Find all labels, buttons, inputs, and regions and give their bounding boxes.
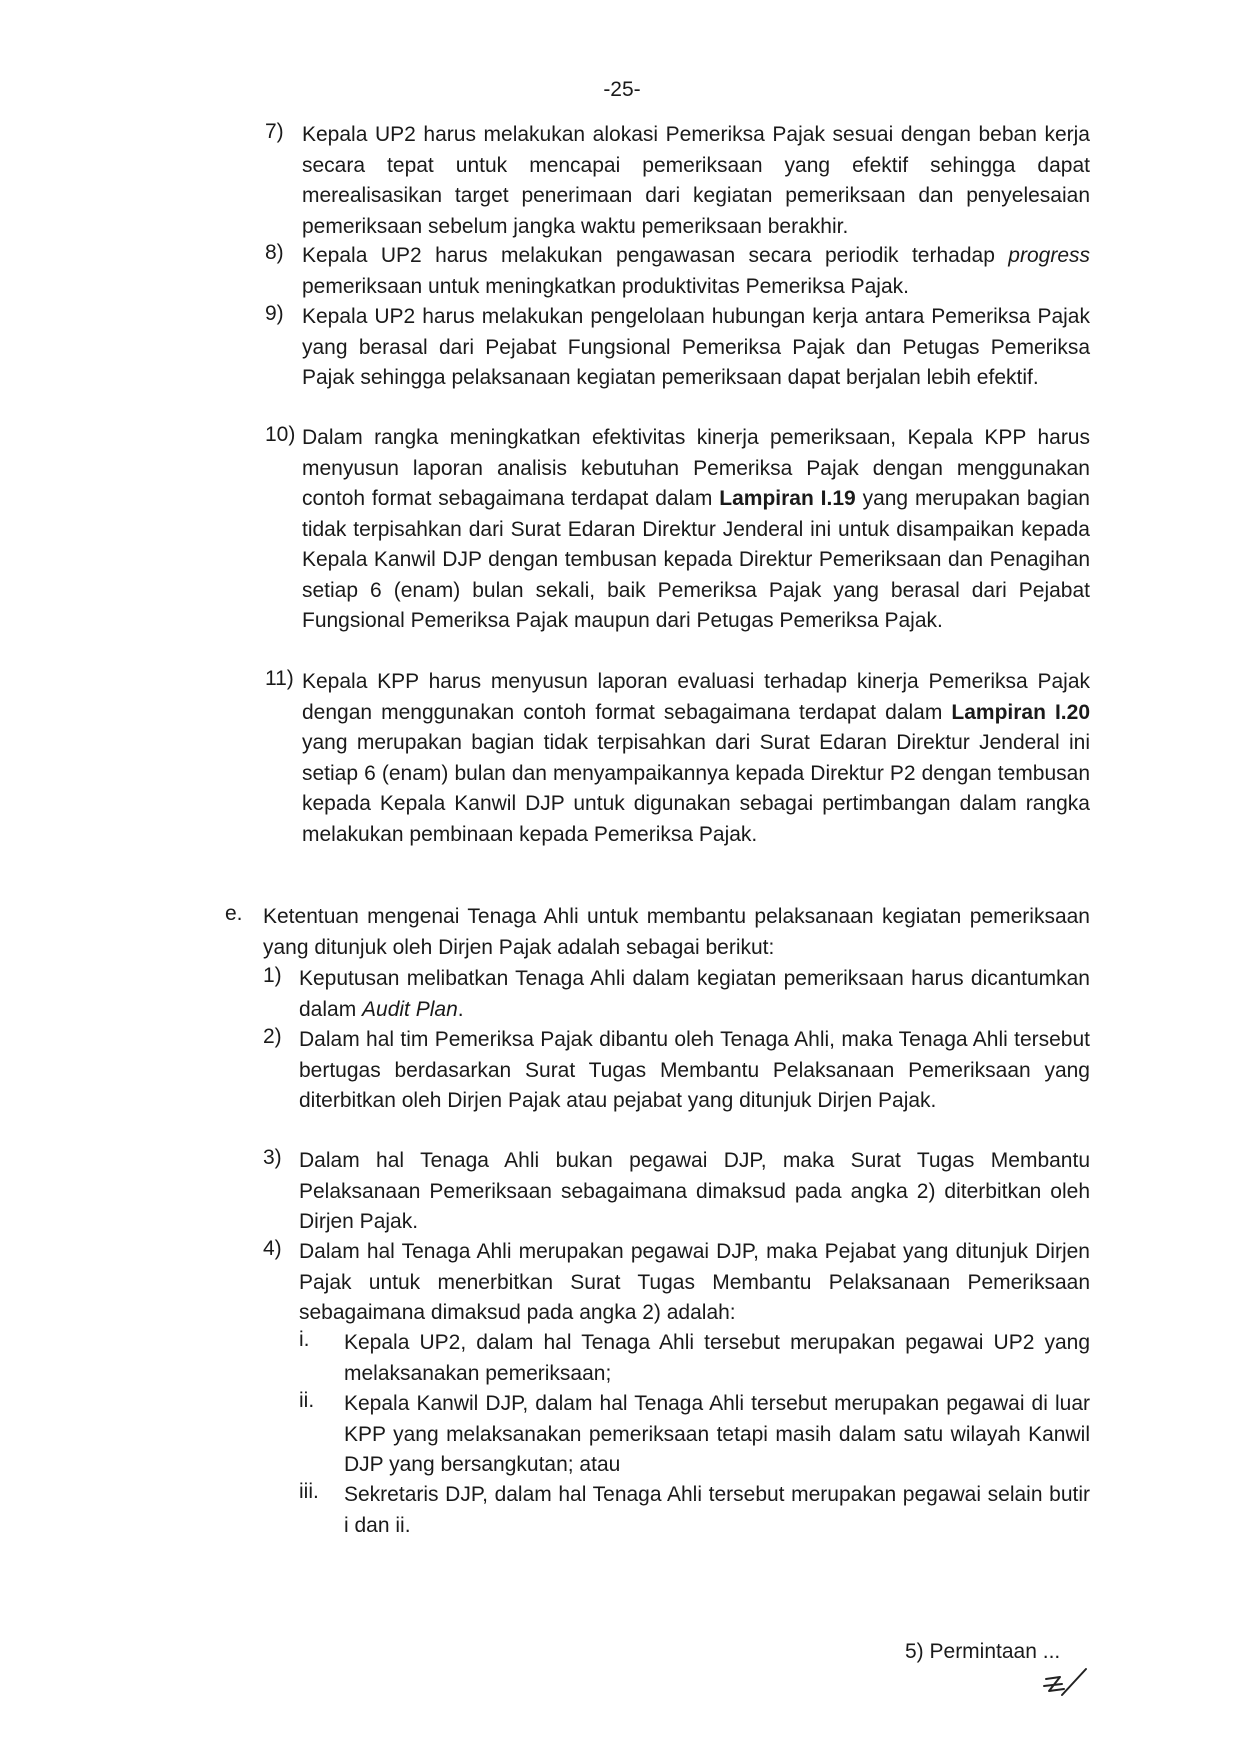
attachment-ref: Lampiran I.20 <box>951 700 1090 724</box>
item-text: Kepala UP2 harus melakukan pengelolaan hubungan kerja antara Pemeriksa Pajak yang berasal dari Pejabat Fungsional Pemeriksa Pajak dan Petugas Pemeriksa Pajak sehingga pelaksanaan kegiatan pemeriksaan dapat berjalan lebih efektif. <box>302 305 1090 389</box>
list-item-4 <box>263 1237 1090 1328</box>
page-number: -25- <box>603 78 641 101</box>
section-e-sublist <box>299 1328 1090 1541</box>
item-text: Dalam hal Tenaga Ahli bukan pegawai DJP, maka Surat Tugas Membantu Pelaksanaan Pemeriksaan sebagaimana dimaksud pada angka 2) diterbitkan oleh Dirjen Pajak. <box>299 1149 1090 1233</box>
section-e-intro <box>225 902 1090 963</box>
item-text: Dalam hal Tenaga Ahli merupakan pegawai DJP, maka Pejabat yang ditunjuk Dirjen Pajak untuk menerbitkan Surat Tugas Membantu Pelaksanaan Pemeriksaan sebagaimana dimaksud pada angka 2) adalah: <box>299 1240 1090 1324</box>
item-text: Kepala Kanwil DJP, dalam hal Tenaga Ahli tersebut merupakan pegawai di luar KPP yang melaksanakan pemeriksaan tetapi masih dalam satu wilayah Kanwil DJP yang bersangkutan; atau <box>344 1392 1090 1476</box>
item-text: Dalam rangka meningkatkan efektivitas kinerja pemeriksaan, Kepala KPP harus menyusun laporan analisis kebutuhan Pemeriksa Pajak dengan menggunakan contoh format sebagaimana terdapat dalam Lampiran I.19 yang merupakan bagian tidak terpisahkan dari Surat Edaran Direktur Jenderal ini untuk disampaikan kepada Kepala Kanwil DJP dengan tembusan kepada Direktur Pemeriksaan dan Penagihan setiap 6 (enam) bulan sekali, baik Pemeriksa Pajak yang berasal dari Pejabat Fungsional Pemeriksa Pajak maupun dari Petugas Pemeriksa Pajak. <box>302 426 1090 632</box>
emphasis: Audit Plan <box>362 997 458 1021</box>
list-item-7 <box>265 120 1090 241</box>
emphasis: progress <box>1008 244 1090 267</box>
list-item-2 <box>263 1025 1090 1146</box>
item-text: Kepala UP2, dalam hal Tenaga Ahli tersebut merupakan pegawai UP2 yang melaksanakan pemeriksaan; <box>344 1331 1090 1385</box>
item-number: 10) <box>265 423 296 446</box>
sublist-item-iii <box>299 1480 1090 1541</box>
item-text: Kepala UP2 harus melakukan pengawasan secara periodik terhadap progress pemeriksaan untuk meningkatkan produktivitas Pemeriksa Pajak. <box>302 244 1090 298</box>
sublist-item-i <box>299 1328 1090 1389</box>
item-number: i. <box>299 1328 310 1351</box>
attachment-ref: Lampiran I.19 <box>719 487 856 510</box>
item-text: Sekretaris DJP, dalam hal Tenaga Ahli tersebut merupakan pegawai selain butir i dan ii. <box>344 1483 1090 1537</box>
item-number: 3) <box>263 1146 282 1169</box>
section-d-list <box>265 120 1090 850</box>
list-item-8 <box>265 241 1090 302</box>
item-number: iii. <box>299 1480 319 1503</box>
continuation-catchword: 5) Permintaan ... <box>905 1640 1061 1663</box>
item-number: 11) <box>265 667 294 690</box>
list-item-1 <box>263 964 1090 1025</box>
item-number: 8) <box>265 241 284 264</box>
item-text: Dalam hal tim Pemeriksa Pajak dibantu oleh Tenaga Ahli, maka Tenaga Ahli tersebut bertugas berdasarkan Surat Tugas Membantu Pelaksanaan Pemeriksaan yang diterbitkan oleh Dirjen Pajak atau pejabat yang ditunjuk Dirjen Pajak. <box>299 1028 1090 1112</box>
section-e <box>225 902 1090 963</box>
item-number: 7) <box>265 120 284 143</box>
item-number: 2) <box>263 1025 282 1048</box>
section-e-list <box>263 964 1090 1328</box>
list-item-9 <box>265 302 1090 423</box>
item-text: Kepala UP2 harus melakukan alokasi Pemeriksa Pajak sesuai dengan beban kerja secara tepat untuk mencapai pemeriksaan yang efektif sehingga dapat merealisasikan target penerimaan dari kegiatan pemeriksaan dan penyelesaian pemeriksaan sebelum jangka waktu pemeriksaan berakhir. <box>302 123 1090 238</box>
item-number: ii. <box>299 1389 315 1412</box>
item-text: Kepala KPP harus menyusun laporan evaluasi terhadap kinerja Pemeriksa Pajak dengan menggunakan contoh format sebagaimana terdapat dalam Lampiran I.20 yang merupakan bagian tidak terpisahkan dari Surat Edaran Direktur Jenderal ini setiap 6 (enam) bulan dan menyampaikannya kepada Direktur P2 dengan tembusan kepada Kepala Kanwil DJP untuk digunakan sebagai pertimbangan dalam rangka melakukan pembinaan kepada Pemeriksa Pajak. <box>302 670 1090 846</box>
initial-signature <box>1040 1665 1090 1705</box>
list-item-10 <box>265 423 1090 667</box>
section-letter: e. <box>225 902 243 925</box>
item-text: Keputusan melibatkan Tenaga Ahli dalam kegiatan pemeriksaan harus dicantumkan dalam Audit Plan. <box>299 967 1090 1021</box>
list-item-11 <box>265 667 1090 850</box>
item-number: 4) <box>263 1237 282 1260</box>
list-item-3 <box>263 1146 1090 1237</box>
item-number: 1) <box>263 964 282 987</box>
section-intro-text: Ketentuan mengenai Tenaga Ahli untuk membantu pelaksanaan kegiatan pemeriksaan yang ditunjuk oleh Dirjen Pajak adalah sebagai berikut: <box>263 905 1090 959</box>
sublist-item-ii <box>299 1389 1090 1480</box>
item-number: 9) <box>265 302 284 325</box>
